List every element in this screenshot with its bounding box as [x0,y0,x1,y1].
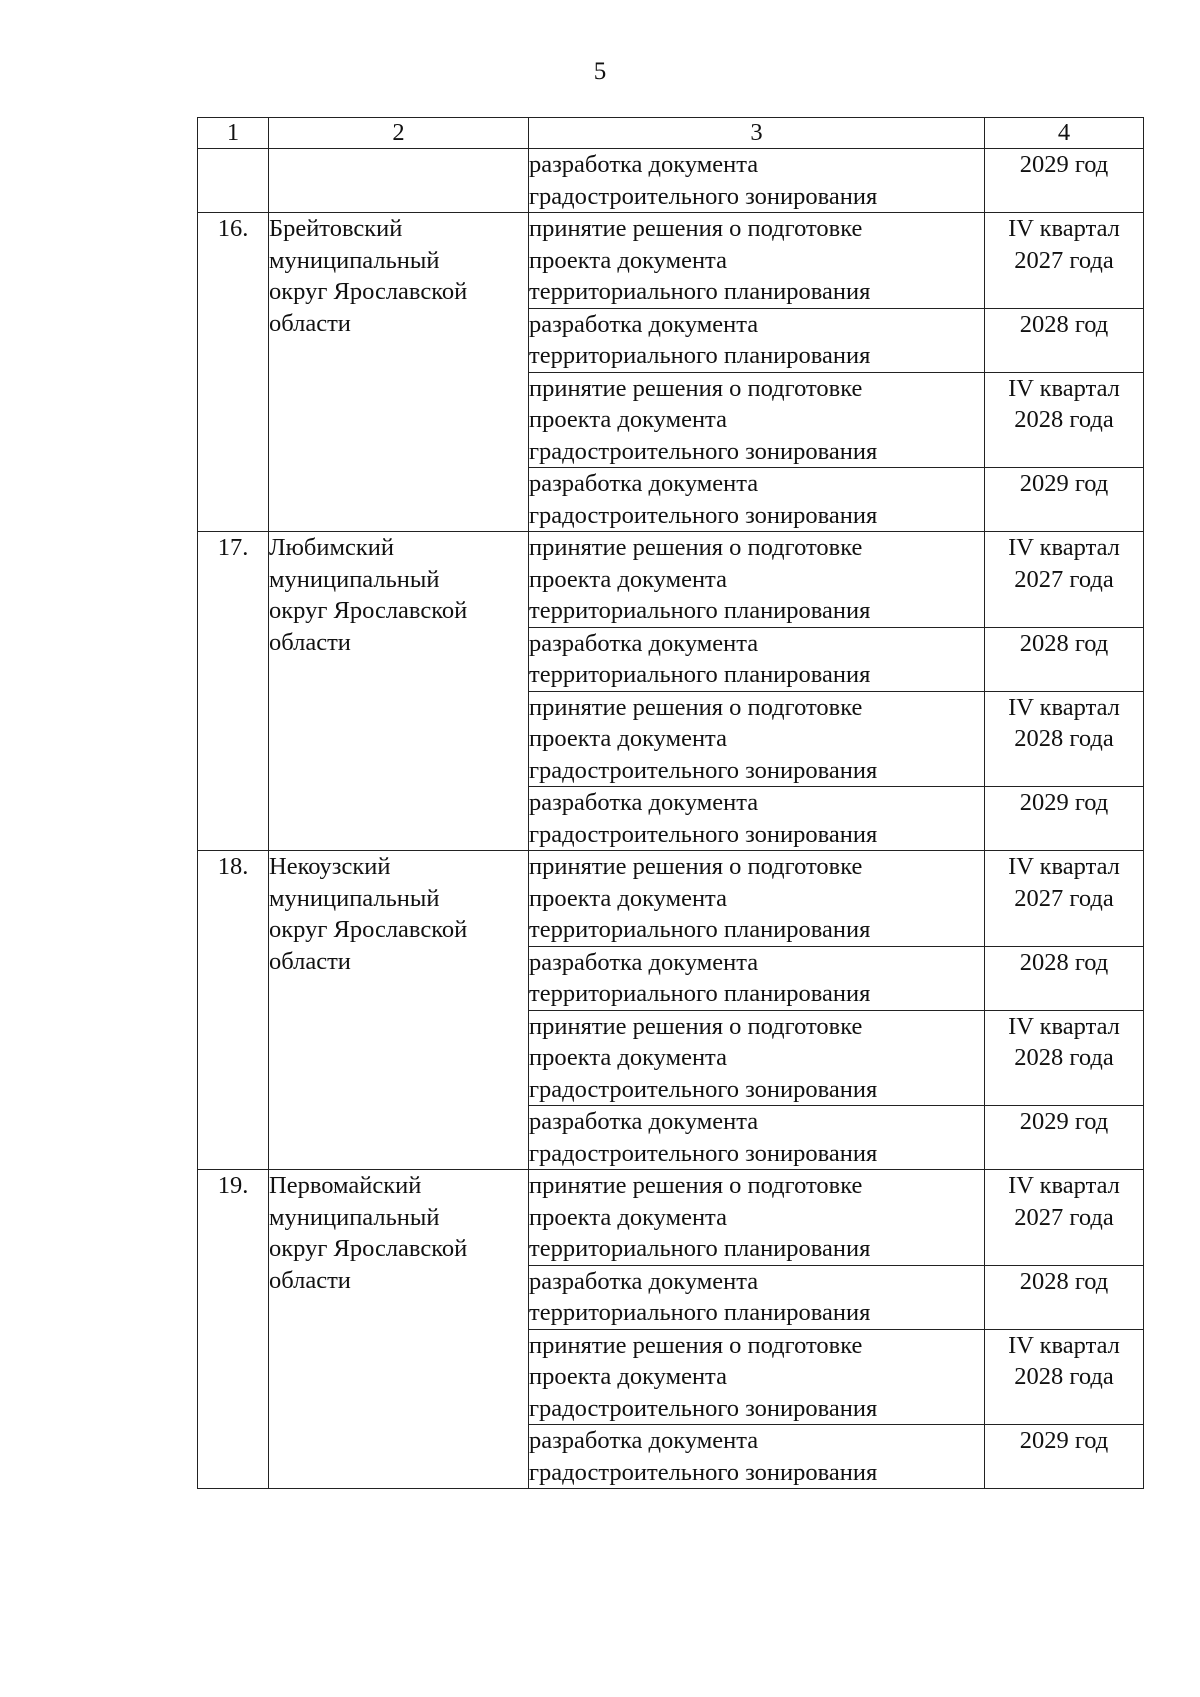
stage-line: разработка документа [529,948,759,976]
stage-line: принятие решения о подготовке [529,1331,863,1359]
deadline-cell [985,532,1144,628]
district-name-line: муниципальный [269,1203,440,1231]
deadline-cell [985,213,1144,309]
stage-line: градостроительного зонирования [529,501,878,529]
stage-line: разработка документа [529,151,759,178]
district-name-cell [269,1170,529,1489]
stage-line: градостроительного зонирования [529,437,878,465]
district-name-line: области [269,309,351,337]
stage-line: градостроительного зонирования [529,1139,878,1167]
district-name-line: муниципальный [269,565,440,593]
stage-line: градостроительного зонирования [529,820,878,848]
deadline-line: 2028 года [1014,406,1114,433]
stage-cell [529,1010,985,1106]
stage-line: принятие решения о подготовке [529,534,863,561]
continuation-district-cell [269,149,529,213]
table-row [198,851,1144,947]
deadline-line: 2029 год [1019,789,1109,816]
stage-line: проекта документа [529,1363,727,1390]
deadline-line: 2029 год [1019,470,1109,497]
stage-line: принятие решения о подготовке [529,1172,863,1199]
stage-line: территориального планирования [529,1235,871,1262]
continuation-stage-cell [529,149,985,213]
deadline-line: 2028 года [1014,725,1114,752]
deadline-line: 2027 года [1014,884,1114,912]
district-name-line: Любимский [269,534,395,561]
stage-line: проекта документа [529,1203,727,1231]
stage-line: проекта документа [529,406,727,433]
deadline-line: 2028 года [1014,1044,1114,1071]
table-header [198,118,1144,149]
stage-line: разработка документа [529,629,759,657]
district-name-cell [269,532,529,851]
stage-line: проекта документа [529,246,727,274]
district-name-line: округ Ярославской [269,1235,468,1262]
stage-line: территориального планирования [529,661,871,688]
district-name-line: области [269,947,351,975]
district-number: 19. [198,1170,269,1489]
district-name-line: муниципальный [269,246,440,274]
stage-line: градостроительного зонирования [529,1075,878,1103]
deadline-cell [985,1425,1144,1489]
table-row [198,532,1144,628]
stage-cell [529,1329,985,1425]
stage-cell [529,468,985,532]
district-name-cell [269,851,529,1170]
district-name-line: области [269,628,351,656]
column-header-3: 3 [529,118,985,149]
deadline-cell [985,627,1144,691]
district-name-line: округ Ярославской [269,916,468,943]
stage-line: территориального планирования [529,980,871,1007]
stage-cell [529,946,985,1010]
table-row [198,213,1144,309]
district-name-line: округ Ярославской [269,278,468,305]
stage-cell [529,308,985,372]
deadline-cell [985,1010,1144,1106]
stage-cell [529,691,985,787]
deadline-line: 2028 год [1019,310,1109,338]
deadline-line: 2027 года [1014,565,1114,593]
page-number: 5 [593,58,607,85]
district-name-line: округ Ярославской [269,597,468,624]
deadline-cell [985,1106,1144,1170]
stage-cell [529,851,985,947]
stage-line: градостроительного зонирования [529,182,878,210]
stage-line: принятие решения о подготовке [529,1012,863,1040]
stage-line: принятие решения о подготовке [529,215,863,242]
deadline-line: IV квартал [1008,1331,1120,1359]
deadline-line: IV квартал [1008,1172,1120,1199]
stage-line: разработка документа [529,310,759,338]
stage-cell [529,1425,985,1489]
deadline-cell [985,946,1144,1010]
deadline-cell [985,1170,1144,1266]
deadline-line: IV квартал [1008,534,1120,561]
deadline-line: 2029 год [1019,1108,1109,1135]
stage-line: градостроительного зонирования [529,1458,878,1486]
stage-line: градостроительного зонирования [529,1394,878,1422]
stage-cell [529,627,985,691]
district-number: 17. [198,532,269,851]
deadline-line: 2027 года [1014,246,1114,274]
stage-line: разработка документа [529,1427,759,1454]
stage-line: принятие решения о подготовке [529,853,863,880]
deadline-cell [985,1265,1144,1329]
stage-cell [529,1170,985,1266]
stage-line: проекта документа [529,725,727,752]
deadline-line: IV квартал [1008,853,1120,880]
deadline-line: 2028 года [1014,1363,1114,1390]
stage-line: территориального планирования [529,278,871,305]
district-name-line: области [269,1266,351,1294]
continuation-number-cell [198,149,269,213]
stage-line: градостроительного зонирования [529,756,878,784]
stage-line: разработка документа [529,1267,759,1295]
deadline-line: IV квартал [1008,1012,1120,1040]
deadline-line: 2029 год [1019,1427,1109,1454]
column-header-2: 2 [269,118,529,149]
continuation-row [198,149,1144,213]
schedule-table [197,117,1144,1489]
stage-cell [529,372,985,468]
deadline-cell [985,468,1144,532]
stage-line: разработка документа [529,470,759,497]
stage-cell [529,213,985,309]
stage-line: территориального планирования [529,342,871,369]
deadline-line: IV квартал [1008,374,1120,402]
deadline-cell [985,1329,1144,1425]
stage-line: разработка документа [529,789,759,816]
deadline-cell [985,787,1144,851]
deadline-cell [985,851,1144,947]
district-name-cell [269,213,529,532]
continuation-deadline-cell [985,149,1144,213]
deadline-line: 2028 год [1019,948,1109,976]
deadline-line: 2028 год [1019,629,1109,657]
stage-cell [529,1106,985,1170]
stage-line: территориального планирования [529,1299,871,1326]
district-name-line: Некоузский [269,853,391,880]
table-row [198,1170,1144,1266]
district-name-line: Первомайский [269,1172,422,1199]
stage-line: разработка документа [529,1108,759,1135]
stage-line: проекта документа [529,1044,727,1071]
deadline-cell [985,372,1144,468]
stage-cell [529,532,985,628]
district-number: 18. [198,851,269,1170]
stage-line: проекта документа [529,884,727,912]
stage-line: проекта документа [529,565,727,593]
deadline-cell [985,308,1144,372]
deadline-line: IV квартал [1008,215,1120,242]
district-name-line: Брейтовский [269,215,403,242]
stage-line: принятие решения о подготовке [529,693,863,721]
stage-cell [529,787,985,851]
stage-line: территориального планирования [529,597,871,624]
deadline-cell [985,691,1144,787]
district-number: 16. [198,213,269,532]
deadline-line: IV квартал [1008,693,1120,721]
deadline-line: 2028 год [1019,1267,1109,1295]
column-header-1: 1 [198,118,269,149]
stage-line: территориального планирования [529,916,871,943]
district-name-line: муниципальный [269,884,440,912]
header-row [198,118,1144,149]
stage-line: принятие решения о подготовке [529,374,863,402]
deadline-line: 2029 год [1019,151,1109,178]
column-header-4: 4 [985,118,1144,149]
deadline-line: 2027 года [1014,1203,1114,1231]
table-body [198,149,1144,1489]
stage-cell [529,1265,985,1329]
